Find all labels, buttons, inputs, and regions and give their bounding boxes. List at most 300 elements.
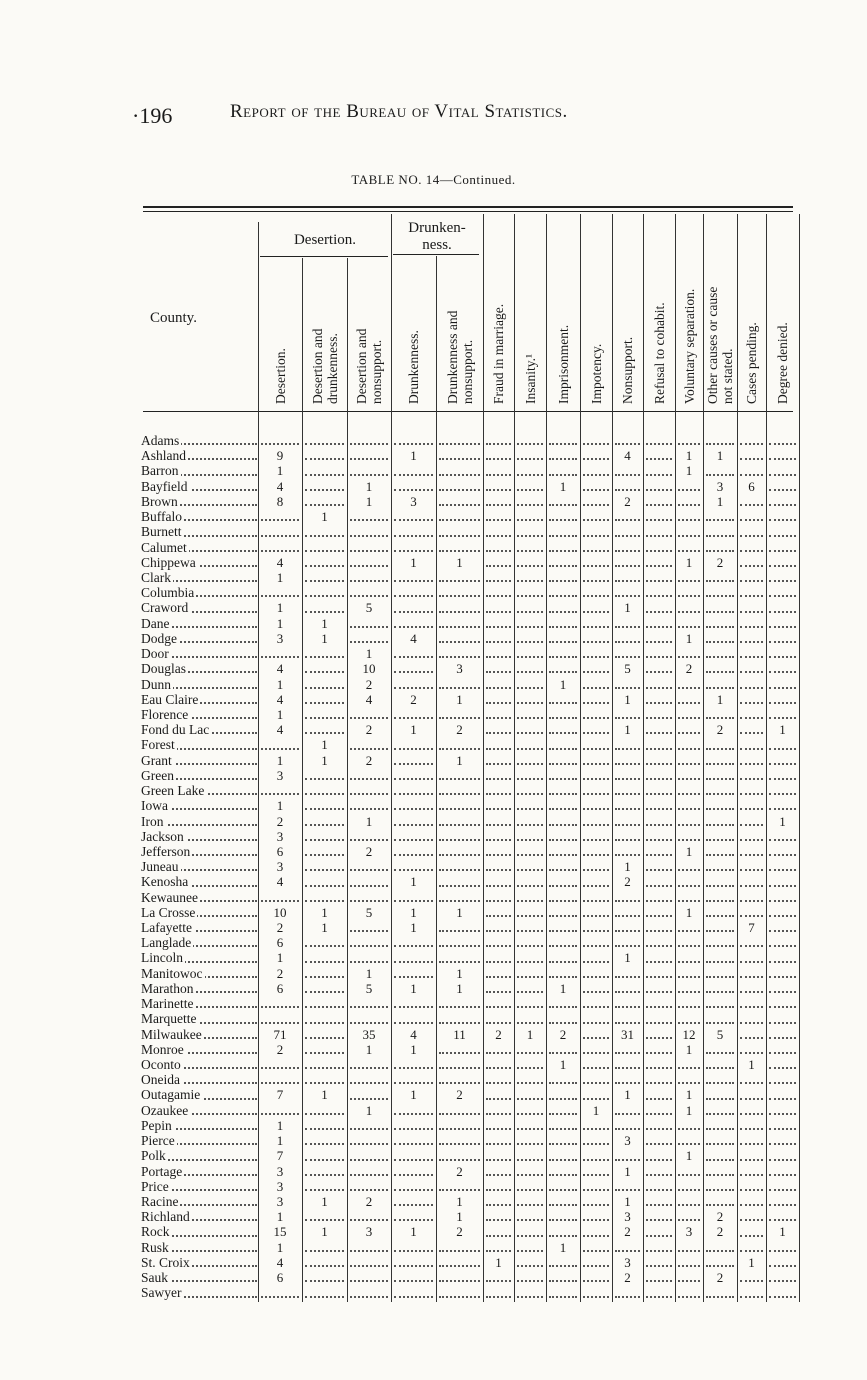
table-cell-impotency: [580, 814, 612, 829]
table-cell-voluntary: [675, 753, 703, 768]
cell-value: 2: [495, 1026, 502, 1042]
table-cell-voluntary: [675, 874, 703, 889]
column-header-line: Drunkenness.: [406, 330, 421, 404]
table-cell-other: [703, 631, 737, 646]
county-label: Green: [141, 767, 174, 783]
county-label: Rock: [141, 1224, 170, 1240]
cell-value: 3: [276, 767, 284, 783]
column-header-line: nonsupport.: [459, 339, 475, 404]
table-cell-drunkenness: [391, 996, 436, 1011]
table-cell-impotency: [580, 859, 612, 874]
table-cell-drunkenness-nonsupport: [436, 1011, 483, 1026]
table-cell-fraud: [483, 479, 514, 494]
cell-value: 1: [321, 509, 328, 525]
cell-value: 1: [624, 600, 631, 616]
table-cell-refusal: [643, 585, 675, 600]
table-cell-drunkenness-nonsupport: [436, 1164, 483, 1179]
table-cell-drunkenness-nonsupport: [436, 479, 483, 494]
table-cell-voluntary: [675, 783, 703, 798]
table-cell-fraud: [483, 524, 514, 539]
cell-value: 2: [624, 1270, 631, 1286]
table-cell-fraud: [483, 1057, 514, 1072]
table-cell-desertion-nonsupport: [347, 646, 391, 661]
table-cell-fraud: [483, 1194, 514, 1209]
table-cell-voluntary: [675, 737, 703, 752]
table-cell-fraud: [483, 874, 514, 889]
column-header-line: Cases pending.: [744, 322, 759, 404]
table-cell-denied: [766, 966, 799, 981]
cell-value: 5: [365, 904, 373, 920]
table-cell-voluntary: [675, 935, 703, 950]
cell-value: 4: [276, 1254, 284, 1270]
table-cell-pending: [737, 722, 766, 737]
table-cell-imprisonment: [546, 494, 580, 509]
table-cell-drunkenness-nonsupport: [436, 798, 483, 813]
table-cell-denied: [766, 768, 799, 783]
county-label: Barron: [141, 463, 179, 479]
cell-value: 3: [276, 828, 284, 844]
cell-value: 1: [624, 1194, 631, 1209]
cell-value: 4: [624, 448, 631, 464]
table-cell-refusal: [643, 494, 675, 509]
table-cell-nonsupport: [612, 890, 643, 905]
table-cell-voluntary: [675, 616, 703, 631]
table-cell-drunkenness: [391, 524, 436, 539]
table-cell-refusal: [643, 479, 675, 494]
table-cell-fraud: [483, 448, 514, 463]
table-cell-desertion: [258, 540, 302, 555]
table-cell-impotency: [580, 996, 612, 1011]
table-cell-insanity: [514, 646, 546, 661]
table-cell-desertion-nonsupport: [347, 814, 391, 829]
table-cell-imprisonment: [546, 890, 580, 905]
table-cell-desertion-nonsupport: [347, 570, 391, 585]
cell-value: 1: [779, 813, 786, 829]
table-cell-desertion: [258, 1118, 302, 1133]
table-cell-desertion-nonsupport: [347, 692, 391, 707]
table-cell-imprisonment: [546, 798, 580, 813]
table-cell-desertion-nonsupport: [347, 844, 391, 859]
table-cell-impotency: [580, 798, 612, 813]
table-cell-desertion-drunkenness: [302, 448, 347, 463]
table-cell-drunkenness: [391, 1118, 436, 1133]
cell-value: 2: [365, 722, 373, 738]
column-header-line: nonsupport.: [369, 339, 384, 404]
cell-value: 2: [456, 1224, 463, 1240]
table-cell-pending: [737, 600, 766, 615]
cell-value: 2: [276, 965, 284, 981]
table-cell-desertion: [258, 950, 302, 965]
table-cell-desertion: [258, 981, 302, 996]
column-header-line: Desertion and: [354, 328, 369, 404]
table-cell-other: [703, 859, 737, 874]
table-cell-drunkenness-nonsupport: [436, 1255, 483, 1270]
table-cell-other: [703, 920, 737, 935]
cell-value: 1: [456, 904, 463, 920]
table-cell-desertion-nonsupport: [347, 966, 391, 981]
table-cell-desertion-nonsupport: [347, 1285, 391, 1300]
table-cell-fraud: [483, 966, 514, 981]
table-cell-denied: [766, 1285, 799, 1300]
cell-value: 1: [779, 722, 786, 738]
table-cell-pending: [737, 616, 766, 631]
table-cell-pending: [737, 570, 766, 585]
county-name: [141, 1209, 259, 1224]
table-cell-nonsupport: [612, 1103, 643, 1118]
table-cell-impotency: [580, 874, 612, 889]
table-cell-impotency: [580, 433, 612, 448]
table-cell-imprisonment: [546, 1057, 580, 1072]
table-cell-insanity: [514, 540, 546, 555]
table-cell-refusal: [643, 1209, 675, 1224]
table-cell-voluntary: [675, 1255, 703, 1270]
table-cell-nonsupport: [612, 1240, 643, 1255]
table-cell-desertion-drunkenness: [302, 661, 347, 676]
cell-value: 1: [410, 1087, 417, 1103]
table-cell-desertion-drunkenness: [302, 646, 347, 661]
table-cell-impotency: [580, 555, 612, 570]
table-cell-voluntary: [675, 463, 703, 478]
table-cell-insanity: [514, 996, 546, 1011]
county-name: [141, 616, 259, 631]
cell-value: 7: [276, 1087, 284, 1103]
cell-value: 1: [624, 691, 631, 707]
table-cell-insanity: [514, 1057, 546, 1072]
table-cell-desertion-drunkenness: [302, 1164, 347, 1179]
cell-value: 11: [453, 1026, 466, 1042]
county-name: [141, 1240, 259, 1255]
table-cell-drunkenness-nonsupport: [436, 509, 483, 524]
table-cell-desertion: [258, 555, 302, 570]
table-cell-denied: [766, 1224, 799, 1239]
table-cell-refusal: [643, 1285, 675, 1300]
table-cell-nonsupport: [612, 1270, 643, 1285]
table-cell-desertion: [258, 905, 302, 920]
table-cell-desertion-nonsupport: [347, 859, 391, 874]
table-cell-voluntary: [675, 1118, 703, 1133]
table-cell-nonsupport: [612, 463, 643, 478]
table-cell-voluntary: [675, 1270, 703, 1285]
table-cell-desertion-drunkenness: [302, 1209, 347, 1224]
county-name: [141, 844, 259, 859]
table-cell-insanity: [514, 1011, 546, 1026]
table-cell-desertion-nonsupport: [347, 600, 391, 615]
table-cell-fraud: [483, 1209, 514, 1224]
table-cell-drunkenness-nonsupport: [436, 448, 483, 463]
table-cell-drunkenness: [391, 1148, 436, 1163]
table-cell-desertion: [258, 524, 302, 539]
table-cell-other: [703, 494, 737, 509]
cell-value: 2: [365, 752, 373, 768]
table-cell-drunkenness: [391, 966, 436, 981]
table-cell-other: [703, 677, 737, 692]
table-cell-nonsupport: [612, 814, 643, 829]
county-label: Marquette: [141, 1011, 197, 1027]
table-cell-insanity: [514, 737, 546, 752]
cell-value: 4: [276, 874, 284, 890]
table-cell-desertion-drunkenness: [302, 1087, 347, 1102]
cell-value: 3: [276, 1163, 284, 1179]
table-cell-voluntary: [675, 433, 703, 448]
table-cell-imprisonment: [546, 874, 580, 889]
column-header-line: Drunkenness and: [444, 310, 460, 404]
table-cell-impotency: [580, 1224, 612, 1239]
table-cell-desertion-nonsupport: [347, 540, 391, 555]
table-cell-pending: [737, 981, 766, 996]
column-header-line: Degree denied.: [775, 322, 790, 404]
table-cell-fraud: [483, 1133, 514, 1148]
cell-value: 1: [365, 813, 373, 829]
table-cell-denied: [766, 1011, 799, 1026]
table-cell-nonsupport: [612, 1011, 643, 1026]
county-name: [141, 1072, 259, 1087]
table-cell-desertion-drunkenness: [302, 722, 347, 737]
table-cell-fraud: [483, 814, 514, 829]
table-cell-pending: [737, 661, 766, 676]
table-cell-voluntary: [675, 585, 703, 600]
table-cell-other: [703, 509, 737, 524]
table-cell-voluntary: [675, 555, 703, 570]
table-cell-imprisonment: [546, 1255, 580, 1270]
table-cell-fraud: [483, 1255, 514, 1270]
cell-value: 6: [276, 1270, 284, 1286]
table-cell-nonsupport: [612, 981, 643, 996]
county-name: [141, 737, 259, 752]
table-cell-other: [703, 1194, 737, 1209]
table-cell-voluntary: [675, 479, 703, 494]
table-cell-nonsupport: [612, 950, 643, 965]
table-cell-desertion-nonsupport: [347, 753, 391, 768]
table-cell-fraud: [483, 798, 514, 813]
table-cell-voluntary: [675, 1042, 703, 1057]
table-cell-impotency: [580, 1270, 612, 1285]
table-cell-drunkenness: [391, 555, 436, 570]
cell-value: 3: [410, 493, 417, 509]
table-cell-insanity: [514, 1194, 546, 1209]
county-label: Outagamie: [141, 1087, 201, 1103]
table-cell-desertion-nonsupport: [347, 616, 391, 631]
table-cell-pending: [737, 1179, 766, 1194]
table-cell-imprisonment: [546, 1042, 580, 1057]
table-cell-desertion: [258, 616, 302, 631]
group-rule-drunkenness: [393, 254, 479, 255]
table-cell-refusal: [643, 1042, 675, 1057]
county-label: Monroe: [141, 1041, 184, 1057]
table-cell-nonsupport: [612, 1164, 643, 1179]
cell-value: 1: [410, 722, 417, 738]
column-header-line: Nonsupport.: [620, 336, 635, 404]
cell-value: 1: [456, 752, 463, 768]
table-cell-imprisonment: [546, 570, 580, 585]
table-cell-desertion-drunkenness: [302, 905, 347, 920]
table-cell-desertion: [258, 1133, 302, 1148]
table-cell-denied: [766, 1148, 799, 1163]
county-label: Oneida: [141, 1072, 180, 1088]
county-name: [141, 631, 259, 646]
table-cell-drunkenness-nonsupport: [436, 996, 483, 1011]
table-cell-impotency: [580, 844, 612, 859]
table-cell-refusal: [643, 463, 675, 478]
table-cell-drunkenness: [391, 722, 436, 737]
table-cell-pending: [737, 463, 766, 478]
cell-value: 1: [276, 950, 284, 966]
table-cell-drunkenness: [391, 570, 436, 585]
county-label: Manitowoc: [141, 965, 203, 981]
county-label: Bayfield: [141, 478, 188, 494]
table-cell-desertion-nonsupport: [347, 874, 391, 889]
table-cell-imprisonment: [546, 935, 580, 950]
cell-value: 1: [276, 463, 284, 479]
table-cell-refusal: [643, 1087, 675, 1102]
table-cell-fraud: [483, 540, 514, 555]
table-cell-voluntary: [675, 1179, 703, 1194]
table-cell-impotency: [580, 1103, 612, 1118]
table-cell-pending: [737, 677, 766, 692]
county-name: [141, 433, 259, 448]
county-name: [141, 920, 259, 935]
table-cell-fraud: [483, 844, 514, 859]
table-cell-refusal: [643, 722, 675, 737]
table-cell-desertion: [258, 479, 302, 494]
table-cell-drunkenness: [391, 1255, 436, 1270]
county-name: [141, 1103, 259, 1118]
county-label: Kewaunee: [141, 889, 198, 905]
table-cell-desertion-drunkenness: [302, 677, 347, 692]
cell-value: 3: [456, 661, 463, 677]
table-cell-imprisonment: [546, 1133, 580, 1148]
table-cell-drunkenness: [391, 1027, 436, 1042]
table-cell-denied: [766, 524, 799, 539]
table-cell-desertion-nonsupport: [347, 737, 391, 752]
table-cell-drunkenness: [391, 1224, 436, 1239]
table-cell-desertion: [258, 829, 302, 844]
column-header-line: Fraud in marriage.: [491, 303, 506, 404]
county-label: Price: [141, 1178, 169, 1194]
cell-value: 1: [456, 554, 463, 570]
cell-value: 1: [685, 1102, 693, 1118]
column-header-line: Impotency.: [588, 343, 604, 404]
table-title: TABLE NO. 14—Continued.: [351, 172, 516, 187]
table-cell-voluntary: [675, 631, 703, 646]
table-cell-insanity: [514, 722, 546, 737]
table-cell-drunkenness-nonsupport: [436, 631, 483, 646]
table-cell-impotency: [580, 1087, 612, 1102]
table-cell-desertion-nonsupport: [347, 950, 391, 965]
county-label: Richland: [141, 1209, 190, 1225]
cell-value: 1: [624, 722, 631, 738]
county-label: Marathon: [141, 980, 194, 996]
table-cell-impotency: [580, 1027, 612, 1042]
county-name: [141, 783, 259, 798]
table-cell-desertion-nonsupport: [347, 798, 391, 813]
table-cell-denied: [766, 509, 799, 524]
table-cell-drunkenness-nonsupport: [436, 555, 483, 570]
table-cell-insanity: [514, 920, 546, 935]
table-cell-desertion: [258, 1148, 302, 1163]
table-cell-desertion-drunkenness: [302, 1118, 347, 1133]
table-cell-pending: [737, 1027, 766, 1042]
table-cell-desertion-nonsupport: [347, 981, 391, 996]
table-cell-pending: [737, 1255, 766, 1270]
cell-value: 6: [748, 478, 755, 494]
table-cell-fraud: [483, 494, 514, 509]
table-cell-imprisonment: [546, 737, 580, 752]
table-cell-pending: [737, 890, 766, 905]
table-cell-fraud: [483, 677, 514, 692]
table-cell-drunkenness-nonsupport: [436, 707, 483, 722]
county-label: Ozaukee: [141, 1102, 189, 1118]
table-cell-drunkenness-nonsupport: [436, 1209, 483, 1224]
table-cell-drunkenness: [391, 753, 436, 768]
county-name: [141, 890, 259, 905]
table-cell-insanity: [514, 1209, 546, 1224]
table-cell-voluntary: [675, 798, 703, 813]
table-cell-voluntary: [675, 814, 703, 829]
table-cell-desertion-nonsupport: [347, 1027, 391, 1042]
county-name: [141, 798, 259, 813]
table-cell-nonsupport: [612, 1224, 643, 1239]
table-cell-pending: [737, 1164, 766, 1179]
county-label: Iowa: [141, 798, 168, 814]
table-cell-denied: [766, 981, 799, 996]
table-cell-drunkenness-nonsupport: [436, 1087, 483, 1102]
table-cell-insanity: [514, 433, 546, 448]
county-name: [141, 1164, 259, 1179]
table-cell-voluntary: [675, 1285, 703, 1300]
table-cell-desertion-nonsupport: [347, 935, 391, 950]
table-cell-desertion-nonsupport: [347, 890, 391, 905]
table-cell-refusal: [643, 829, 675, 844]
table-cell-insanity: [514, 1087, 546, 1102]
table-cell-insanity: [514, 585, 546, 600]
table-cell-drunkenness-nonsupport: [436, 768, 483, 783]
table-cell-desertion: [258, 585, 302, 600]
table-cell-imprisonment: [546, 479, 580, 494]
table-cell-voluntary: [675, 646, 703, 661]
column-header-line: Insanity.¹: [522, 353, 538, 404]
table-cell-drunkenness: [391, 677, 436, 692]
table-cell-desertion-drunkenness: [302, 1224, 347, 1239]
table-cell-denied: [766, 814, 799, 829]
table-cell-voluntary: [675, 722, 703, 737]
table-cell-desertion-drunkenness: [302, 433, 347, 448]
table-cell-insanity: [514, 616, 546, 631]
table-cell-voluntary: [675, 494, 703, 509]
table-cell-desertion-nonsupport: [347, 768, 391, 783]
county-name: [141, 996, 259, 1011]
cell-value: 1: [624, 1087, 631, 1103]
table-cell-pending: [737, 737, 766, 752]
table-cell-desertion: [258, 1194, 302, 1209]
table-cell-nonsupport: [612, 1255, 643, 1270]
cell-value: 1: [748, 1057, 755, 1073]
table-cell-drunkenness-nonsupport: [436, 1072, 483, 1087]
table-cell-imprisonment: [546, 1209, 580, 1224]
cell-value: 2: [276, 920, 284, 936]
table-cell-fraud: [483, 585, 514, 600]
county-name: [141, 677, 259, 692]
table-cell-imprisonment: [546, 600, 580, 615]
table-cell-voluntary: [675, 1240, 703, 1255]
county-label: Sawyer: [141, 1285, 182, 1301]
table-cell-nonsupport: [612, 1072, 643, 1087]
table-cell-desertion: [258, 1072, 302, 1087]
table-cell-refusal: [643, 783, 675, 798]
table-cell-pending: [737, 1209, 766, 1224]
table-cell-desertion: [258, 1057, 302, 1072]
table-cell-refusal: [643, 1255, 675, 1270]
county-name: [141, 1148, 259, 1163]
